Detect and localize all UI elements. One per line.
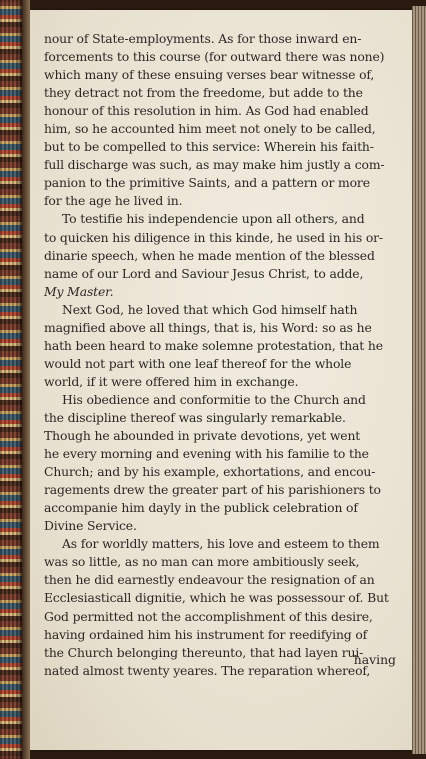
text-line: Divine Service. [44, 518, 137, 534]
text-line: dinarie speech, when he made mention of the blessed [44, 247, 375, 263]
text-line: honour of this resolution in him. As God had enabled [44, 103, 369, 119]
text-line: name of our Lord and Saviour Jesus Christ, to adde, [44, 265, 364, 281]
text-line: God permitted not the accomplishment of this desire, [44, 608, 373, 624]
text-line: then he did earnestly endeavour the resignation of an [44, 572, 375, 588]
text-line: hath been heard to make solemne protestation, that he [44, 337, 383, 353]
page-edges [412, 6, 426, 754]
text-line: accompanie him dayly in the publick celebration of [44, 500, 358, 516]
text-line: nated almost twenty yeares. The reparation whereof, [44, 662, 371, 678]
text-line: to quicken his diligence in this kinde, he used in his or- [44, 229, 383, 245]
text-line: nour of State-employments. As for those inward en- [44, 31, 362, 46]
text-line: forcements to this course (for outward there was none) [44, 49, 385, 65]
page-body-text [44, 30, 399, 680]
text-line: would not part with one leaf thereof for the whole [44, 355, 352, 371]
text-line: To testifie his independencie upon all others, and [62, 211, 365, 227]
text-line: Ecclesiasticall dignitie, which he was possessour of. But [44, 590, 389, 606]
text-line: the discipline thereof was singularly remarkable. [44, 409, 346, 425]
text-line: His obedience and conformitie to the Church and [62, 391, 366, 407]
text-line: world, if it were offered him in exchange. [44, 373, 299, 389]
text-line: My Master. [44, 283, 114, 299]
text-line: but to be compelled to this service: Wherein his faith- [44, 139, 374, 155]
text-line: they detract not from the freedome, but adde to the [44, 85, 363, 101]
text-line: ragements drew the greater part of his parishioners to [44, 482, 381, 498]
text-line: for the age he lived in. [44, 193, 183, 209]
text-line: magnified above all things, that is, his Word: so as he [44, 319, 372, 335]
text-line: As for worldly matters, his love and esteem to them [62, 536, 380, 552]
text-line: Church; and by his example, exhortations, and encou- [44, 464, 376, 480]
text-line: him, so he accounted him meet not onely to be called, [44, 121, 376, 137]
text-line: which many of these ensuing verses bear witnesse of, [44, 67, 375, 83]
book-binding [0, 0, 22, 759]
text-line: Though he abounded in private devotions, yet went [44, 428, 361, 444]
text-line: panion to the primitive Saints, and a pattern or more [44, 175, 370, 191]
text-line: he every morning and evening with his familie to the [44, 446, 369, 462]
book-gutter [22, 0, 30, 759]
text-line: Next God, he loved that which God himself hath [62, 301, 358, 317]
text-line: the Church belonging thereunto, that had layen rui- [44, 644, 364, 660]
text-line: having ordained him his instrument for reedifying of [44, 626, 368, 642]
text-line: full discharge was such, as may make him justly a com- [44, 157, 385, 173]
text-line: was so little, as no man can more ambitiously seek, [44, 554, 360, 570]
catchword: having [353, 652, 396, 667]
